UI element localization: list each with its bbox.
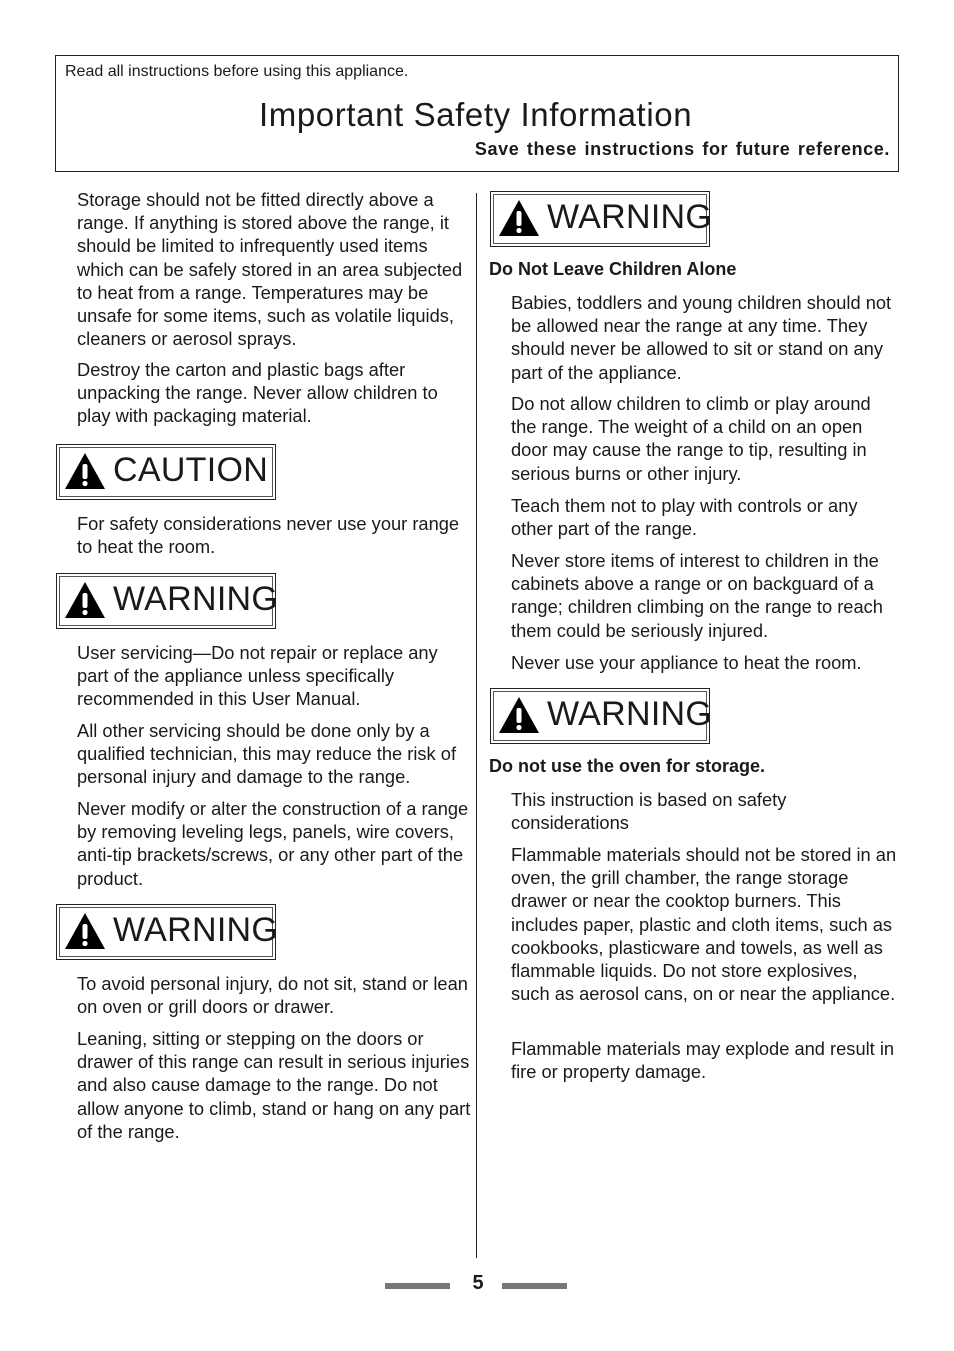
warning-label: WARNING: [547, 695, 713, 733]
left-paragraph-6: Never modify or alter the construction of a range by removing leveling legs, panels, wire covers, anti-tip brackets/screws, or any other part of the product.: [77, 798, 469, 889]
page-number: 5: [472, 1272, 484, 1294]
right-paragraph-5: Never use your appliance to heat the room.: [511, 652, 862, 673]
right-paragraph-1: Babies, toddlers and young children should not be allowed near the range at any time. They should never be allowed to sit or stand on any part of the appliance.: [511, 292, 892, 383]
right-paragraph-2: Do not allow children to climb or play around the range. The weight of a child on an open door may cause the range to tip, resulting in serious burns or other injury.: [511, 393, 871, 484]
header-subtitle: Save these instructions for future reference.: [474, 139, 890, 159]
caution-badge: [56, 444, 276, 500]
left-paragraph-8: Leaning, sitting or stepping on the doors or drawer of this range can result in serious injuries and also cause damage to the range. Do not allow anyone to climb, stand or hang on any part of the range.: [77, 1028, 471, 1142]
header-box: [55, 55, 899, 172]
left-paragraph-1: Storage should not be fitted directly above a range. If anything is stored above the range, it should be limited to infrequently used items which can be safely stored in an area subjected to heat from a range. Temperatures may be unsafe for some items, such as volatile liquids, cleaners or aerosol sprays.: [77, 189, 463, 350]
left-paragraph-2: Destroy the carton and plastic bags after unpacking the range. Never allow children to play with packaging material.: [77, 359, 438, 427]
warning-triangle-icon: [63, 580, 107, 620]
warning-triangle-icon: [497, 198, 541, 238]
warning-label: WARNING: [113, 911, 279, 949]
warning-triangle-icon: [63, 451, 107, 491]
left-paragraph-7: To avoid personal injury, do not sit, stand or lean on oven or grill doors or drawer.: [77, 973, 468, 1018]
warning-label: WARNING: [547, 198, 713, 236]
right-paragraph-6: This instruction is based on safety considerations: [511, 789, 787, 834]
warning-label: WARNING: [113, 580, 279, 618]
right-paragraph-8: Flammable materials may explode and result in fire or property damage.: [511, 1038, 895, 1083]
warning-badge-2: [56, 904, 279, 960]
header-intro: Read all instructions before using this appliance.: [65, 63, 409, 80]
left-paragraph-5: All other servicing should be done only by a qualified technician, this may reduce the risk of personal injury and damage to the range.: [77, 720, 457, 788]
left-paragraph-3: For safety considerations never use your range to heat the room.: [77, 513, 460, 558]
section-heading-children: Do Not Leave Children Alone: [489, 259, 737, 279]
page-title: Important Safety Information: [259, 96, 693, 133]
right-paragraph-7: Flammable materials should not be stored in an oven, the grill chamber, the range storage drawer or near the cooktop burners. This includes paper, plastic and cloth items, such as cookbooks, plasticware and towels, as well as flammable liquids. Do not store explosives, such as aerosol cans, on or near the appliance.: [511, 844, 897, 1005]
warning-badge-4: [490, 688, 713, 744]
warning-triangle-icon: [497, 695, 541, 735]
warning-triangle-icon: [63, 911, 107, 951]
caution-label: CAUTION: [113, 451, 269, 489]
right-paragraph-4: Never store items of interest to children in the cabinets above a range or on backguard of a range; children climbing on the range to reach them could be seriously injured.: [511, 550, 883, 641]
section-heading-storage: Do not use the oven for storage.: [489, 756, 766, 776]
warning-badge-1: [56, 573, 279, 629]
right-paragraph-3: Teach them not to play with controls or any other part of the range.: [511, 495, 858, 540]
footer-bar-right: [502, 1283, 567, 1289]
footer-bar-left: [385, 1283, 450, 1289]
warning-badge-3: [490, 191, 713, 247]
column-divider: [476, 193, 477, 1258]
left-paragraph-4: User servicing—Do not repair or replace any part of the appliance unless specifically recommended in this User Manual.: [77, 642, 438, 710]
